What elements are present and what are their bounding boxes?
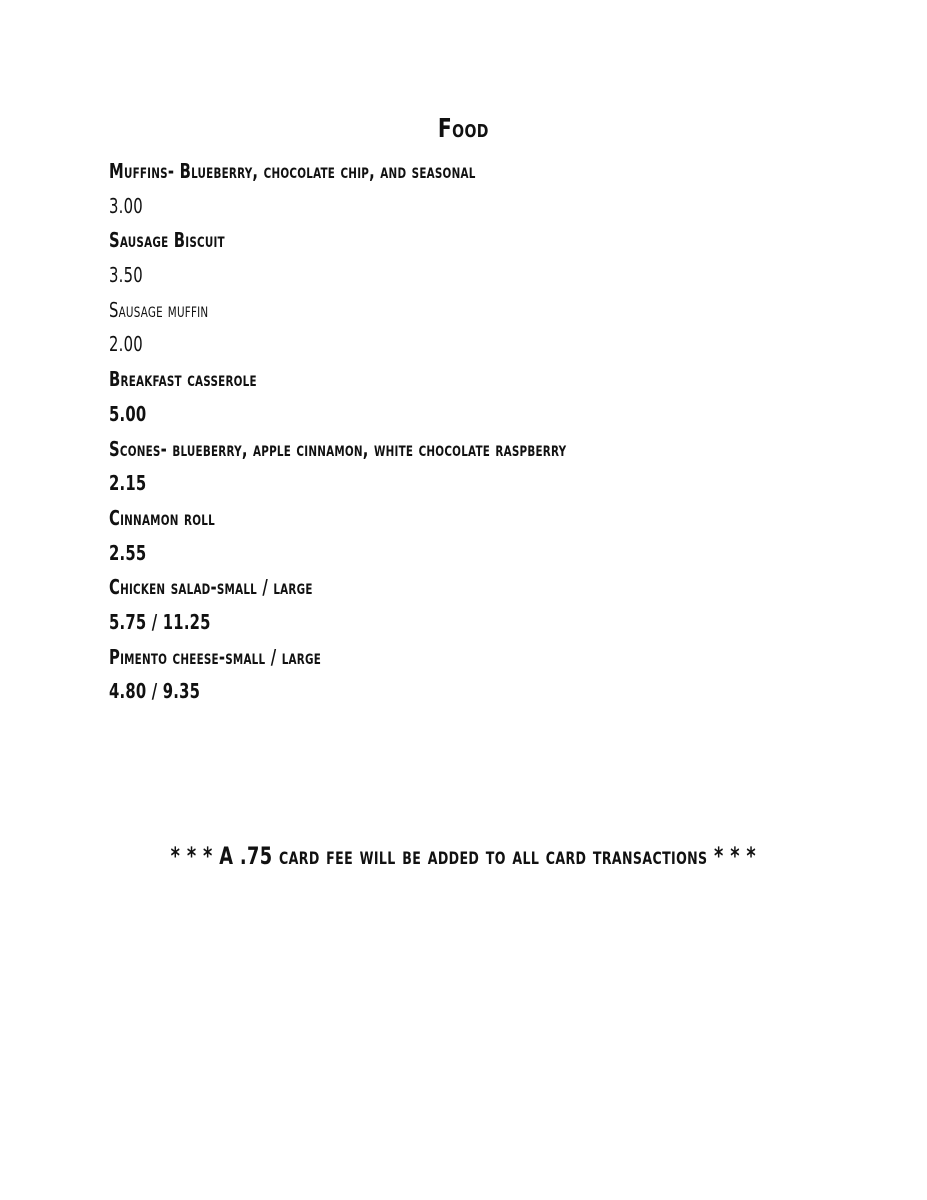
item-price: 3.00 — [109, 193, 143, 218]
item-price: 5.00 — [109, 401, 147, 426]
menu-list — [109, 158, 809, 713]
item-price: 2.15 — [109, 471, 147, 496]
item-name: Chicken salad-small / large — [109, 575, 313, 600]
menu-item-sausage-biscuit — [109, 227, 809, 296]
item-name: Sausage Biscuit — [109, 228, 225, 253]
menu-item-sausage-muffin — [109, 297, 809, 366]
card-fee-notice: * * * A .75 card fee will be added to all card transactions * * * — [170, 842, 757, 870]
menu-item-pimento-cheese — [109, 644, 809, 713]
menu-item-chicken-salad — [109, 574, 809, 643]
menu-item-muffins — [109, 158, 809, 227]
menu-item-cinnamon-roll — [109, 505, 809, 574]
item-name: Pimento cheese-small / large — [109, 644, 321, 669]
item-name: Cinnamon roll — [109, 505, 215, 530]
item-name: Scones- blueberry, apple cinnamon, white chocolate raspberry — [109, 436, 567, 461]
item-price: 2.55 — [109, 540, 147, 565]
item-price: 2.00 — [109, 332, 143, 357]
menu-item-scones — [109, 436, 809, 505]
item-price: 4.80 / 9.35 — [109, 679, 201, 704]
item-name: Breakfast casserole — [109, 367, 257, 392]
item-price: 3.50 — [109, 263, 143, 288]
item-price: 5.75 / 11.25 — [109, 609, 211, 634]
menu-item-breakfast-casserole — [109, 366, 809, 435]
menu-title: Food — [437, 114, 489, 144]
item-name: Sausage muffin — [109, 297, 209, 322]
item-name: Muffins- Blueberry, chocolate chip, and seasonal — [109, 159, 476, 183]
